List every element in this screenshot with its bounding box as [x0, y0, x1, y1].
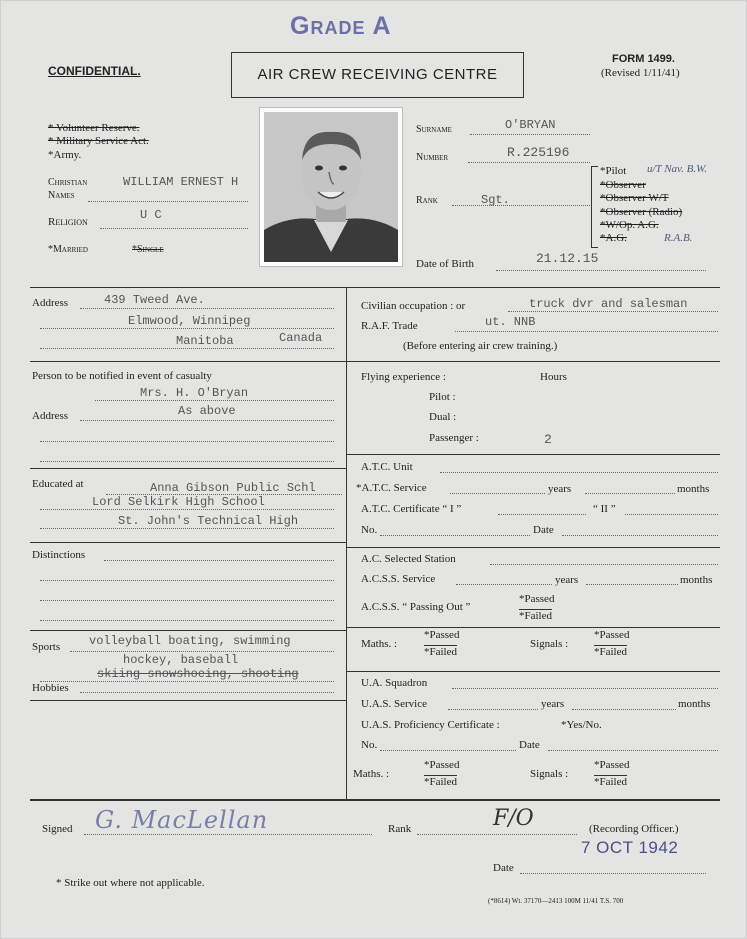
signals-label-2: Signals : [530, 768, 569, 780]
role-ag-note: R.A.B. [664, 232, 693, 244]
roles-brace [591, 166, 598, 248]
ac-selected-station-label: A.C. Selected Station [361, 553, 456, 565]
raf-trade-label: R.A.F. Trade [361, 320, 418, 332]
religion-line [100, 228, 248, 229]
acss-months-label: months [680, 574, 713, 586]
atc-certificate-rule-1 [498, 514, 586, 515]
atc-years-label: years [548, 483, 572, 495]
uas-date-rule [548, 750, 718, 751]
rule-top [30, 287, 720, 288]
married-value: *Single [132, 244, 164, 255]
army-label: *Army. [48, 149, 82, 161]
rank-label: Rank [416, 195, 438, 206]
acss-passing-out-label: A.C.S.S. “ Passing Out ” [361, 601, 471, 613]
atc-service-years-rule [450, 493, 545, 494]
address-line3-rule [40, 348, 334, 349]
atc-service-months-rule [585, 493, 675, 494]
ac-selected-station-rule [490, 564, 718, 565]
dob-value: 21.12.15 [536, 251, 599, 266]
role-observer-radio: *Observer (Radio) [600, 206, 683, 218]
volunteer-reserve: * Volunteer Reserve. [48, 122, 140, 134]
flying-dual-label: Dual : [429, 411, 457, 423]
rule-left-1 [30, 361, 346, 362]
acss-service-years-rule [456, 584, 552, 585]
rule-center [346, 287, 347, 799]
address-line2: Elmwood, Winnipeg [128, 314, 251, 328]
atc-unit-rule [440, 472, 718, 473]
signed-rule [84, 834, 372, 835]
atc-service-label: *A.T.C. Service [356, 482, 427, 494]
rule-right-1 [346, 361, 720, 362]
footer-rank-label: Rank [388, 823, 412, 835]
portrait-photo-image [264, 112, 398, 262]
civilian-occupation-value: truck dvr and salesman [529, 297, 688, 311]
footer-date-label: Date [493, 862, 514, 874]
military-service-act: * Military Service Act. [48, 135, 149, 147]
hobbies-rule [80, 692, 334, 693]
maths-label-1: Maths. : [361, 638, 398, 650]
casualty-address-rule-2 [40, 441, 334, 442]
role-pilot-note: u/T Nav. B.W. [647, 163, 708, 175]
atc-date-label: Date [533, 524, 554, 536]
uas-no-label: No. [361, 739, 378, 751]
education-line3-rule [40, 528, 334, 529]
sports-line1: volleyball boating, swimming [89, 634, 291, 648]
atc-no-rule [380, 535, 530, 536]
casualty-address-label: Address [32, 410, 69, 422]
christian-names-line [88, 201, 248, 202]
rank-value: Sgt. [481, 193, 510, 207]
civilian-occupation-label: Civilian occupation : or [361, 300, 466, 312]
number-label: Number [416, 152, 449, 163]
maths-label-2: Maths. : [353, 768, 390, 780]
ua-squadron-rule [452, 688, 718, 689]
role-pilot: *Pilot [600, 165, 627, 177]
signals-failed-2: *Failed [594, 776, 627, 788]
centre-title: AIR CREW RECEIVING CENTRE [257, 66, 498, 83]
uas-service-years-rule [448, 709, 538, 710]
acss-years-label: years [555, 574, 579, 586]
signals-passed-1: *Passed [594, 629, 630, 641]
casualty-address-value: As above [178, 404, 236, 418]
acss-service-label: A.C.S.S. Service [361, 573, 436, 585]
hobbies-label: Hobbies [32, 682, 69, 694]
raf-trade-value: ut. NNB [485, 315, 536, 329]
ua-squadron-label: U.A. Squadron [361, 677, 428, 689]
atc-certificate-rule-2 [625, 514, 718, 515]
uas-service-months-rule [572, 709, 676, 710]
rule-left-4 [30, 630, 346, 631]
flying-experience-label: Flying experience : [361, 371, 446, 383]
uas-months-label: months [678, 698, 711, 710]
distinctions-rule-3 [40, 600, 334, 601]
sports-label: Sports [32, 641, 61, 653]
rule-right-4 [346, 627, 720, 628]
uas-no-rule [380, 750, 516, 751]
casualty-label: Person to be notified in event of casualty [32, 370, 212, 382]
address-line3: Manitoba [176, 334, 234, 348]
date-stamp: 7 OCT 1942 [581, 838, 679, 857]
rule-left-5 [30, 700, 346, 701]
address-line2-rule [40, 328, 334, 329]
uas-certificate-label: U.A.S. Proficiency Certificate : [361, 719, 500, 731]
casualty-name-value: Mrs. H. O'Bryan [140, 386, 249, 400]
uas-service-label: U.A.S. Service [361, 698, 427, 710]
maths-failed-2: *Failed [424, 776, 457, 788]
uas-date-label: Date [519, 739, 540, 751]
casualty-address-rule-3 [40, 461, 334, 462]
atc-no-label: No. [361, 524, 378, 536]
uas-certificate-value: *Yes/No. [561, 719, 602, 731]
religion-label: Religion [48, 216, 88, 228]
recording-officer-label: (Recording Officer.) [589, 823, 679, 835]
distinctions-rule-1 [104, 560, 334, 561]
signed-label: Signed [42, 823, 73, 835]
rule-right-3 [346, 547, 720, 548]
uas-years-label: years [541, 698, 565, 710]
footer-date-rule [520, 873, 706, 874]
surname-line [470, 134, 590, 135]
rank-line [452, 205, 590, 206]
portrait-photo [259, 107, 403, 267]
flying-hours-label: Hours [540, 371, 567, 383]
sports-line1-rule [70, 651, 334, 652]
acss-passed: *Passed [519, 593, 555, 605]
surname-label: Surname [416, 124, 452, 135]
role-wop-ag: *W/Op. A.G. [600, 219, 659, 231]
atc-certificate-ii: “ II ” [593, 503, 616, 515]
atc-unit-label: A.T.C. Unit [361, 461, 413, 473]
maths-passed-1: *Passed [424, 629, 460, 641]
rule-right-5 [346, 671, 720, 672]
sports-line3-rule [40, 681, 334, 682]
sports-line3: skiing snowshoeing, shooting [97, 667, 299, 681]
raf-trade-rule [455, 331, 718, 332]
maths-passed-2: *Passed [424, 759, 460, 771]
sports-line2: hockey, baseball [123, 653, 239, 667]
revised-date: (Revised 1/11/41) [601, 67, 680, 79]
educated-at-label: Educated at [32, 478, 84, 490]
address-line3-country: Canada [279, 331, 323, 345]
strike-note: * Strike out where not applicable. [56, 877, 205, 889]
rule-bottom [30, 799, 720, 801]
christian-label: Christian [48, 177, 88, 188]
signals-passed-2: *Passed [594, 759, 630, 771]
address-label: Address [32, 297, 69, 309]
religion-value: U C [140, 208, 162, 222]
footer-rank-rule [417, 834, 577, 835]
education-line2-rule [40, 509, 334, 510]
civilian-occupation-rule [508, 311, 718, 312]
atc-date-rule [562, 535, 718, 536]
dob-label: Date of Birth [416, 258, 475, 270]
footer-rank-value: F/O [493, 806, 534, 831]
number-line [468, 162, 590, 163]
education-line3: St. John's Technical High [118, 514, 299, 528]
acss-failed: *Failed [519, 610, 552, 622]
distinctions-label: Distinctions [32, 549, 86, 561]
signature: G. MacLellan [95, 806, 269, 834]
christian-names-value: WILLIAM ERNEST H [123, 175, 239, 189]
casualty-name-rule [95, 400, 334, 401]
address-line1-rule [80, 308, 334, 309]
names-label: Names [48, 190, 75, 201]
rule-left-3 [30, 542, 346, 543]
signals-label-1: Signals : [530, 638, 569, 650]
maths-failed-1: *Failed [424, 646, 457, 658]
education-line2: Lord Selkirk High School [92, 495, 265, 509]
print-code: (*8614) Wt. 37170—2413 100M 11/41 T.S. 700 [488, 897, 624, 905]
grade-stamp: Grade A [290, 12, 392, 40]
distinctions-rule-2 [40, 580, 334, 581]
atc-certificate-label: A.T.C. Certificate “ I ” [361, 503, 462, 515]
surname-value: O'BRYAN [505, 118, 556, 132]
atc-months-label: months [677, 483, 710, 495]
dob-line [496, 270, 706, 271]
acss-service-months-rule [586, 584, 678, 585]
married-label: *Married [48, 244, 88, 255]
flying-pilot-label: Pilot : [429, 391, 456, 403]
number-value: R.225196 [507, 145, 570, 160]
role-ag: *A.G. [600, 232, 627, 244]
role-observer: *Observer [600, 179, 646, 191]
casualty-address-rule-1 [80, 420, 334, 421]
form-number: FORM 1499. [612, 53, 675, 65]
distinctions-rule-4 [40, 620, 334, 621]
rule-right-2 [346, 454, 720, 455]
flying-passenger-label: Passenger : [429, 432, 479, 444]
education-line1: Anna Gibson Public Schl [150, 481, 316, 495]
confidential-label: CONFIDENTIAL. [48, 64, 141, 78]
signals-failed-1: *Failed [594, 646, 627, 658]
flying-passenger-value: 2 [544, 432, 552, 447]
rule-left-2 [30, 468, 346, 469]
role-observer-wt: *Observer W/T [600, 192, 669, 204]
address-line1: 439 Tweed Ave. [104, 293, 205, 307]
occupation-note: (Before entering air crew training.) [403, 340, 558, 352]
